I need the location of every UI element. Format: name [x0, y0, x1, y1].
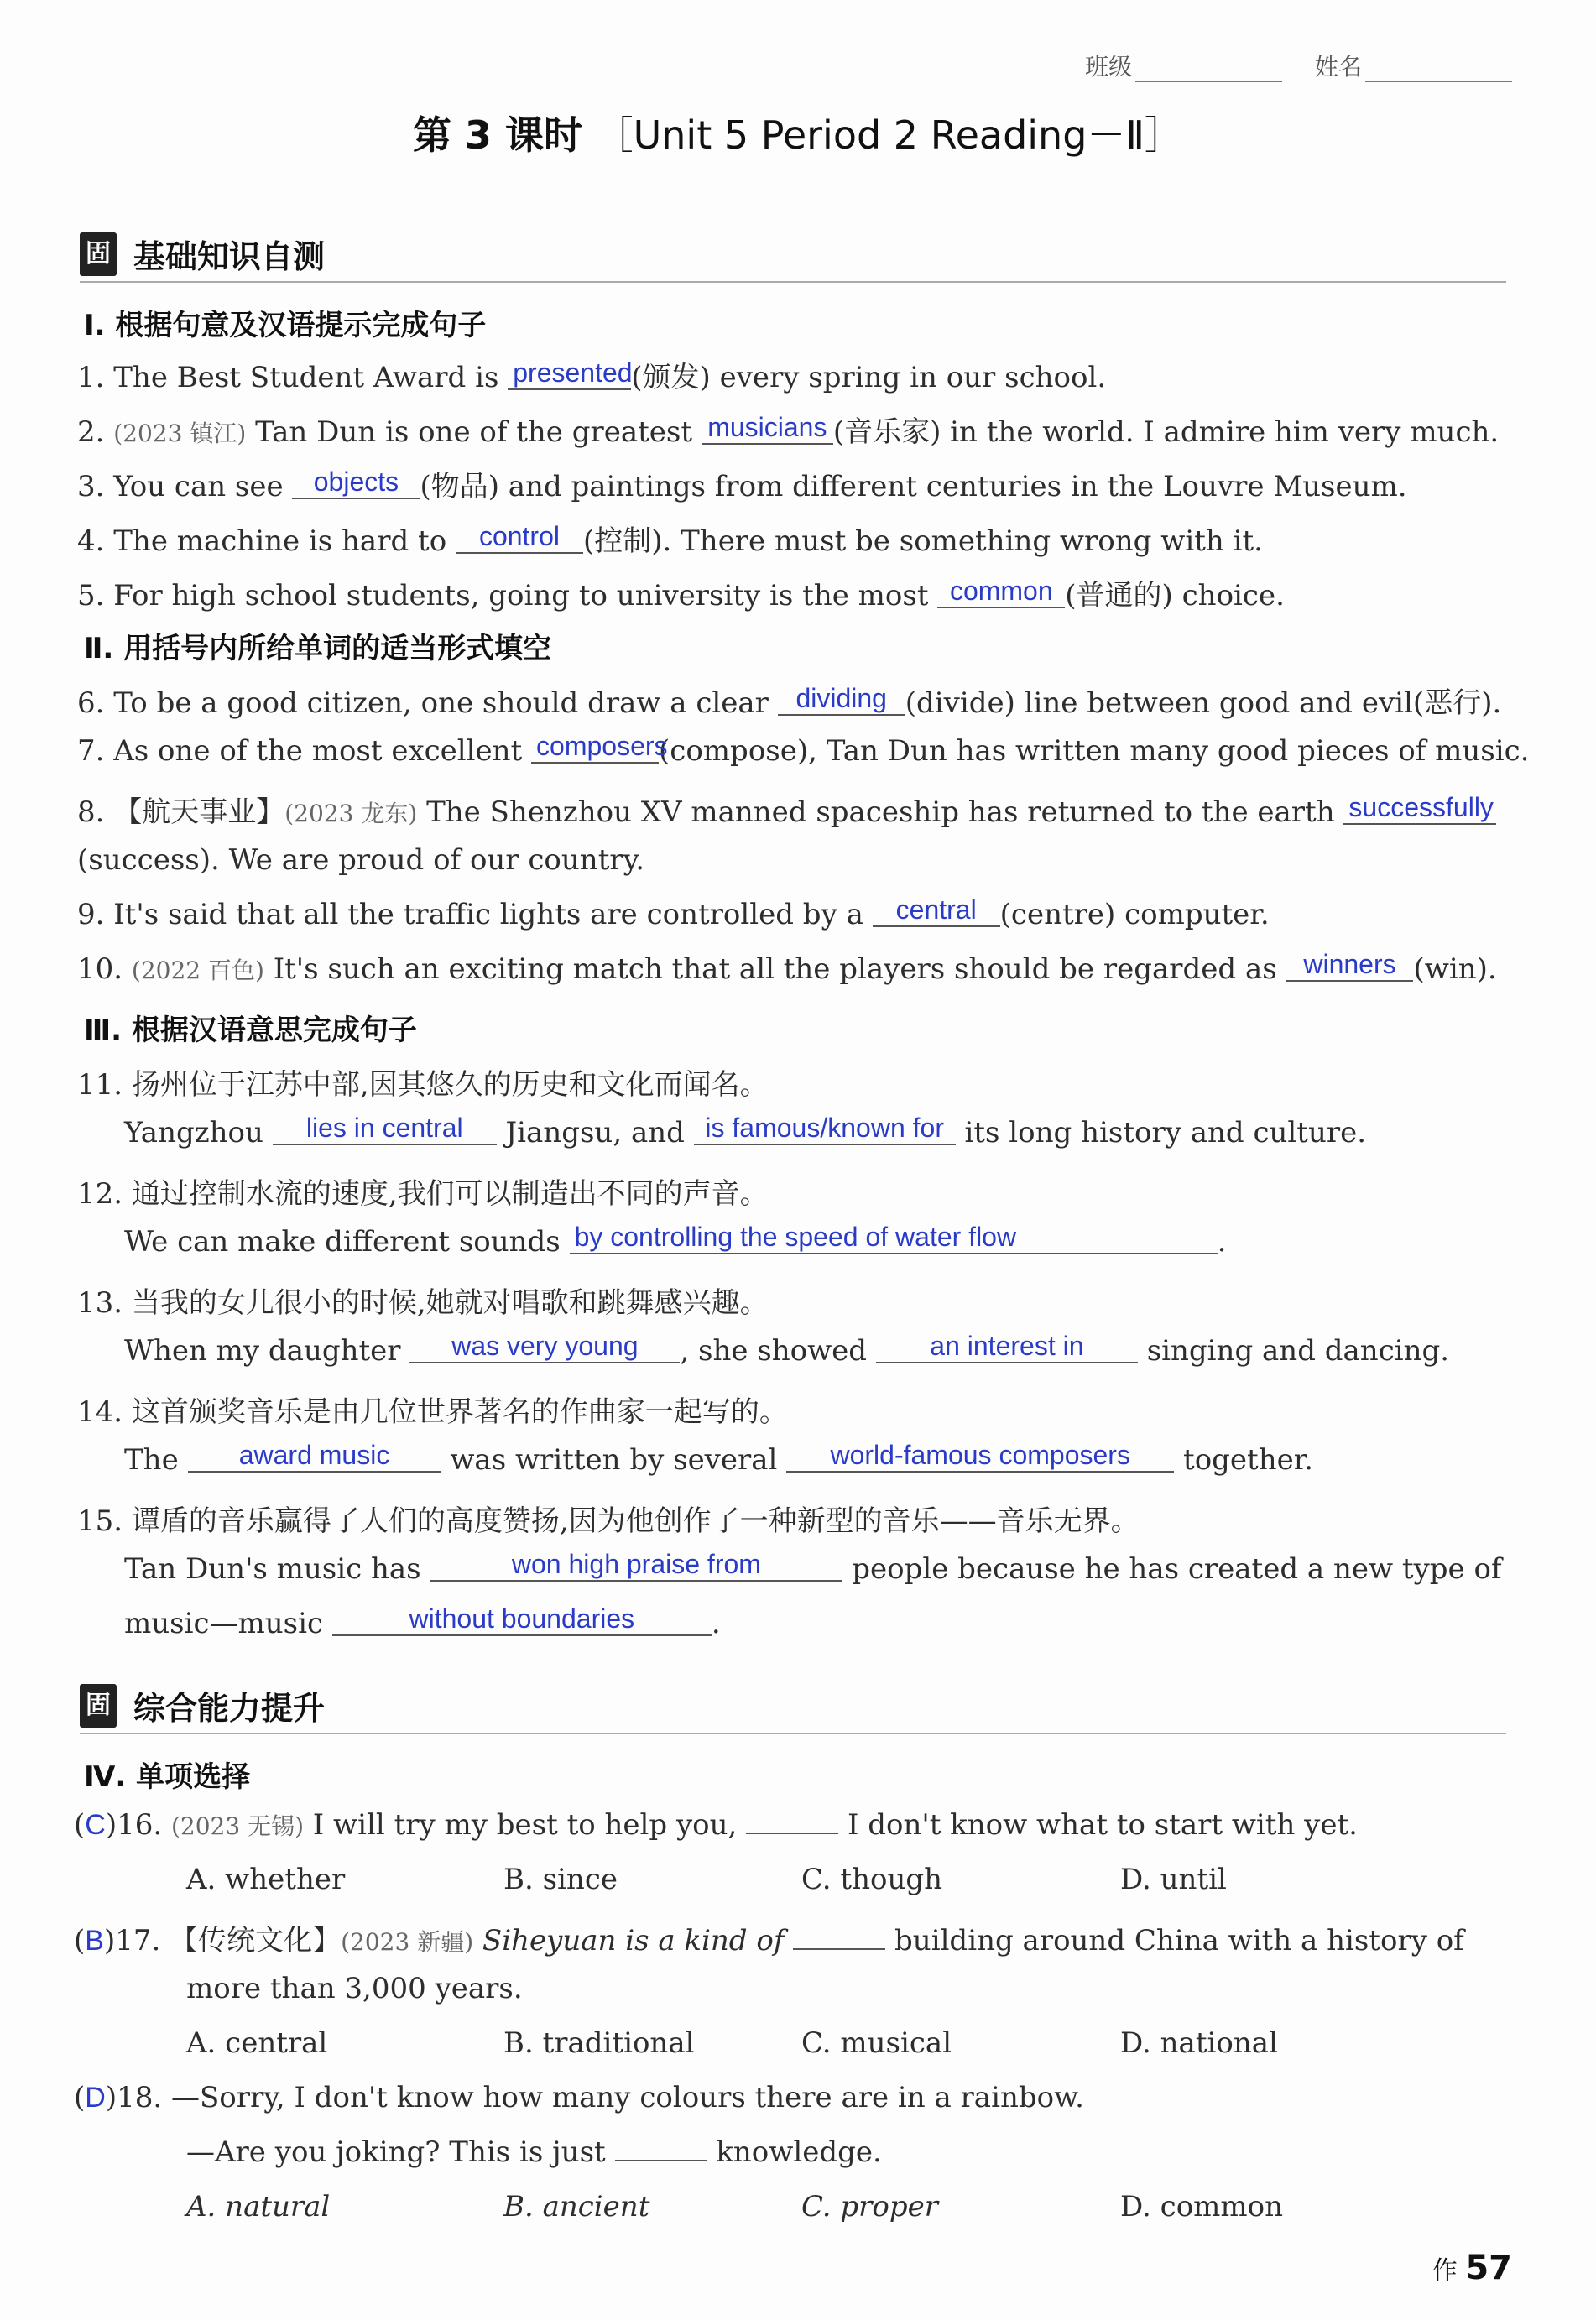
- part-heading: Ⅱ. 用括号内所给单词的适当形式填空: [84, 632, 552, 665]
- answer-blank[interactable]: successfully: [1343, 792, 1496, 825]
- question-8: 8. 【航天事业】(2023 龙东) The Shenzhou ⅩⅤ manned spaceship has returned to the earth successfully: [77, 789, 1496, 830]
- section-icon: 固: [80, 232, 117, 276]
- question-6: 6. To be a good citizen, one should draw a clear dividing (divide) line between good and evil(恶行).: [77, 683, 1502, 720]
- question-source: (2023 镇江): [113, 420, 247, 447]
- section-heading-comprehensive: [80, 1682, 325, 1728]
- question-source: (2023 无锡): [170, 1812, 304, 1840]
- question-15: Tan Dun's music has won high praise from people because he has created a new type of: [124, 1549, 1502, 1586]
- question-source: (2022 百色): [131, 957, 264, 984]
- choice-answer[interactable]: D: [85, 2082, 106, 2114]
- section-heading-basic: [80, 231, 325, 277]
- part-heading: Ⅰ. 根据句意及汉语提示完成句子: [84, 309, 487, 342]
- answer-blank[interactable]: central: [873, 894, 1000, 927]
- answer-blank[interactable]: was very young: [409, 1331, 680, 1363]
- question-16: (C)16. (2023 无锡) I will try my best to help you, I don't know what to start with yet.: [74, 1808, 1358, 1842]
- question-9: 9. It's said that all the traffic lights are controlled by a central (centre) computer.: [77, 894, 1270, 931]
- answer-blank[interactable]: [793, 1925, 885, 1950]
- page-title: [0, 105, 1596, 160]
- answer-blank[interactable]: objects: [292, 467, 420, 499]
- question-1: 1. The Best Student Award is presented(颁发) every spring in our school.: [77, 357, 1107, 394]
- answer-blank[interactable]: an interest in: [876, 1331, 1138, 1363]
- section-title: 综合能力提升: [133, 1690, 326, 1727]
- answer-blank[interactable]: lies in central: [273, 1113, 497, 1145]
- question-13: When my daughter was very young , she showed an interest in singing and dancing.: [124, 1331, 1450, 1368]
- section-divider: [80, 281, 1506, 283]
- option-c[interactable]: C. proper: [801, 2190, 939, 2224]
- student-info: [1085, 49, 1512, 82]
- part-heading: Ⅳ. 单项选择: [84, 1760, 251, 1794]
- option-d[interactable]: D. until: [1120, 1863, 1227, 1896]
- option-b[interactable]: B. since: [503, 1863, 618, 1896]
- question-10: 10. (2022 百色) It's such an exciting match that all the players should be regarded as winners (win).: [77, 949, 1497, 986]
- answer-blank[interactable]: dividing: [778, 683, 905, 716]
- question-11: Yangzhou lies in central Jiangsu, and is famous/known for its long history and culture.: [124, 1113, 1367, 1150]
- question-17-continued: more than 3,000 years.: [186, 1972, 523, 2005]
- option-b[interactable]: B. ancient: [503, 2190, 650, 2224]
- option-a[interactable]: A. natural: [186, 2190, 331, 2224]
- page-number-value: 57: [1465, 2249, 1512, 2287]
- section-icon: 固: [80, 1684, 117, 1728]
- question-7: 7. As one of the most excellent composers(compose), Tan Dun has written many good pieces of music.: [77, 731, 1530, 768]
- option-a[interactable]: A. whether: [186, 1863, 346, 1896]
- question-12: We can make different sounds by controlling the speed of water flow .: [124, 1222, 1227, 1259]
- answer-blank[interactable]: presented: [508, 357, 631, 390]
- question-4: 4. The machine is hard to control (控制). There must be something wrong with it.: [77, 521, 1263, 558]
- answer-blank[interactable]: winners: [1286, 949, 1413, 982]
- option-a[interactable]: A. central: [186, 2026, 328, 2060]
- class-field[interactable]: [1135, 59, 1282, 82]
- question-2: 2. (2023 镇江) Tan Dun is one of the greatest musicians (音乐家) in the world. I admire him very much.: [77, 412, 1500, 449]
- option-d[interactable]: D. national: [1120, 2026, 1278, 2060]
- question-15-prompt: 15. 谭盾的音乐赢得了人们的高度赞扬,因为他创作了一种新型的音乐——音乐无界。: [77, 1504, 1140, 1538]
- section-title: 基础知识自测: [133, 238, 326, 275]
- question-3: 3. You can see objects (物品) and paintings from different centuries in the Louvre Museum.: [77, 467, 1407, 503]
- question-14-prompt: 14. 这首颁奖音乐是由几位世界著名的作曲家一起写的。: [77, 1395, 788, 1429]
- question-source: (2023 龙东): [284, 800, 418, 827]
- question-14: The award music was written by several world-famous composers together.: [124, 1440, 1314, 1477]
- question-11-prompt: 11. 扬州位于江苏中部,因其悠久的历史和文化而闻名。: [77, 1068, 769, 1102]
- page-prefix: 作: [1432, 2256, 1458, 2286]
- question-18-continued: —Are you joking? This is just knowledge.: [186, 2135, 882, 2169]
- choice-answer[interactable]: B: [85, 1925, 104, 1957]
- answer-blank[interactable]: is famous/known for: [694, 1113, 956, 1145]
- answer-blank[interactable]: composers: [531, 731, 659, 764]
- answer-blank[interactable]: common: [937, 576, 1065, 608]
- question-5: 5. For high school students, going to university is the most common (普通的) choice.: [77, 576, 1285, 613]
- answer-blank[interactable]: won high praise from: [430, 1549, 842, 1582]
- page-number: [1432, 2249, 1512, 2287]
- name-label: 姓名: [1314, 53, 1362, 81]
- name-field[interactable]: [1365, 59, 1512, 82]
- answer-blank[interactable]: world-famous composers: [786, 1440, 1174, 1473]
- question-8-continued: (success). We are proud of our country.: [77, 843, 645, 877]
- question-source: (2023 新疆): [341, 1928, 474, 1956]
- answer-blank[interactable]: [615, 2136, 707, 2161]
- answer-blank[interactable]: without boundaries: [332, 1603, 712, 1636]
- answer-blank[interactable]: by controlling the speed of water flow: [570, 1222, 1218, 1254]
- option-d[interactable]: D. common: [1120, 2190, 1284, 2224]
- class-label: 班级: [1085, 53, 1133, 81]
- lesson-number: 第 3 课时: [412, 112, 582, 158]
- question-15-continued: music—music without boundaries .: [124, 1603, 721, 1640]
- option-c[interactable]: C. though: [801, 1863, 943, 1896]
- question-12-prompt: 12. 通过控制水流的速度,我们可以制造出不同的声音。: [77, 1177, 769, 1211]
- question-17: (B)17. 【传统文化】(2023 新疆) Siheyuan is a kind of building around China with a history of: [74, 1924, 1464, 1958]
- answer-blank[interactable]: [746, 1809, 838, 1834]
- answer-blank[interactable]: musicians: [702, 412, 833, 445]
- section-divider: [80, 1733, 1506, 1734]
- option-b[interactable]: B. traditional: [503, 2026, 695, 2060]
- choice-answer[interactable]: C: [85, 1809, 106, 1841]
- answer-blank[interactable]: award music: [188, 1440, 441, 1473]
- question-18: (D)18. —Sorry, I don't know how many colours there are in a rainbow.: [74, 2081, 1084, 2114]
- answer-blank[interactable]: control: [456, 521, 583, 554]
- part-heading: Ⅲ. 根据汉语意思完成句子: [84, 1014, 417, 1047]
- question-13-prompt: 13. 当我的女儿很小的时候,她就对唱歌和跳舞感兴趣。: [77, 1286, 769, 1320]
- unit-title: ［Unit 5 Period 2 Reading－Ⅱ］: [594, 112, 1184, 158]
- option-c[interactable]: C. musical: [801, 2026, 952, 2060]
